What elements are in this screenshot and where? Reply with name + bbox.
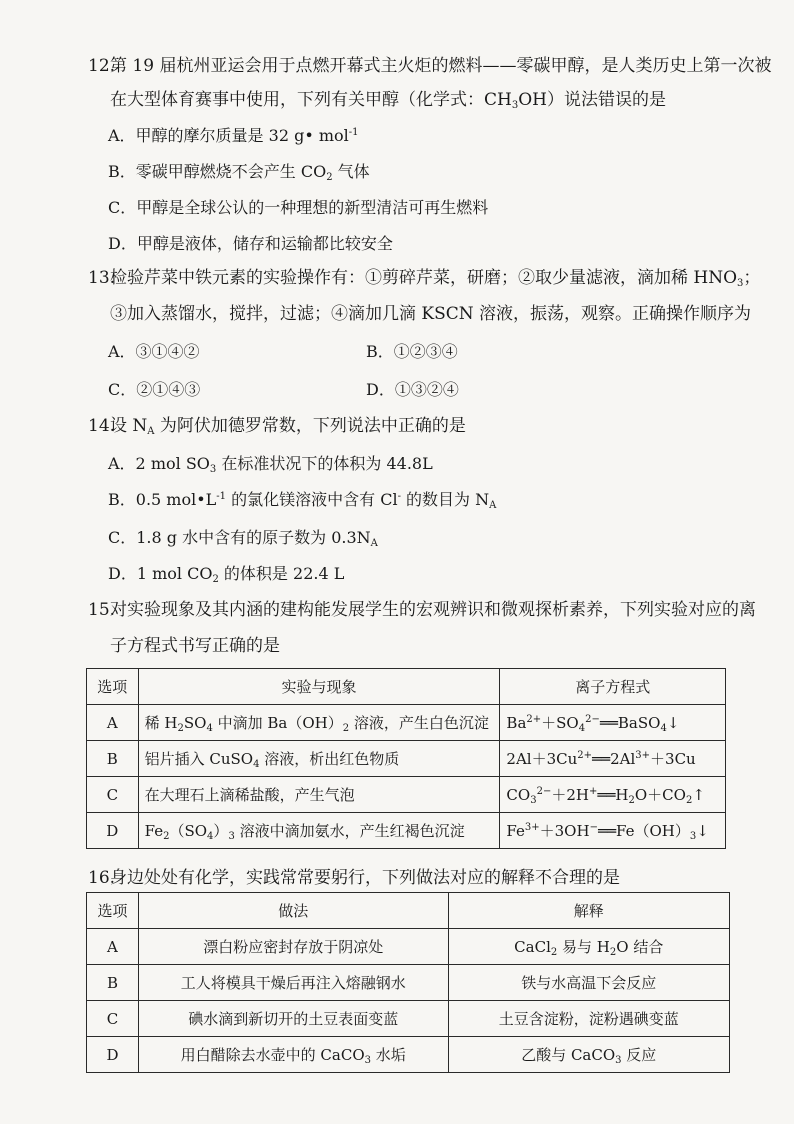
q16-table	[86, 892, 730, 1073]
table-row	[87, 705, 726, 741]
q13-option-c: C．②①④③	[108, 380, 201, 399]
q15-row-b-equation: $2Al+3Cu^{2+}══2Al^{3+}+3Cu$	[500, 741, 726, 777]
q16-header-practice: 做法	[138, 893, 448, 929]
q12-option-c: C．甲醇是全球公认的一种理想的新型清洁可再生燃料	[108, 198, 489, 217]
q15-header-equation: 离子方程式	[500, 669, 726, 705]
q15-stem-line2: 子方程式书写正确的是	[110, 636, 280, 656]
q16-row-a-label: A	[87, 929, 139, 965]
table-row	[87, 741, 726, 777]
table-row	[87, 965, 730, 1001]
q14-option-d: D．1 mol $CO_2$ 的体积是 22.4 L	[108, 564, 345, 585]
q15-table	[86, 668, 726, 849]
q16-row-a-practice: 漂白粉应密封存放于阴凉处	[138, 929, 448, 965]
q15-row-b-label: B	[87, 741, 139, 777]
q13-number: 13.	[88, 268, 116, 288]
q12-option-a: A．甲醇的摩尔质量是 32 g• mol$^{-1}$	[108, 126, 359, 145]
q16-row-b-explanation: 铁与水高温下会反应	[448, 965, 730, 1001]
q13-option-a: A．③①④②	[108, 342, 200, 361]
q15-row-d-label: D	[87, 813, 139, 849]
q15-table-header-row	[87, 669, 726, 705]
q15-row-c-experiment: 在大理石上滴稀盐酸，产生气泡	[138, 777, 500, 813]
q14-option-c: C．1.8 g 水中含有的原子数为 $0.3N_A$	[108, 528, 378, 549]
q16-header-explanation: 解释	[448, 893, 730, 929]
q14-stem: 设 $N_A$ 为阿伏加德罗常数，下列说法中正确的是	[110, 416, 466, 437]
q15-number: 15.	[88, 600, 116, 620]
q15-row-d-equation: $Fe^{3+}+3OH^-══Fe(OH)_3↓$	[500, 813, 726, 849]
q15-row-c-label: C	[87, 777, 139, 813]
q16-row-c-explanation: 土豆含淀粉，淀粉遇碘变蓝	[448, 1001, 730, 1037]
table-row	[87, 1001, 730, 1037]
q12-stem-line1: 第 19 届杭州亚运会用于点燃开幕式主火炬的燃料——零碳甲醇，是人类历史上第一次被	[110, 56, 772, 76]
q16-table-header-row	[87, 893, 730, 929]
q15-row-b-experiment: 铝片插入 CuSO$_4$ 溶液，析出红色物质	[138, 741, 500, 777]
q16-row-d-label: D	[87, 1037, 139, 1073]
table-row	[87, 1037, 730, 1073]
table-row	[87, 777, 726, 813]
q14-option-a: A．2 mol $SO_3$ 在标准状况下的体积为 44.8L	[108, 454, 433, 475]
q15-header-experiment: 实验与现象	[138, 669, 500, 705]
q16-row-c-practice: 碘水滴到新切开的土豆表面变蓝	[138, 1001, 448, 1037]
q12-number: 12.	[88, 56, 116, 76]
table-row	[87, 813, 726, 849]
q13-stem-line2: ③加入蒸馏水，搅拌，过滤；④滴加几滴 KSCN 溶液，振荡，观察。正确操作顺序为	[110, 304, 752, 324]
q14-number: 14.	[88, 416, 116, 436]
q15-header-option: 选项	[87, 669, 139, 705]
q12-option-d: D．甲醇是液体，储存和运输都比较安全	[108, 234, 393, 253]
q16-row-a-explanation: CaCl$_2$ 易与 $H_2O$ 结合	[448, 929, 730, 965]
q12-stem-line2: 在大型体育赛事中使用，下列有关甲醇（化学式：$CH_3OH$）说法错误的是	[110, 90, 666, 111]
q12-option-b: B．零碳甲醇燃烧不会产生 $CO_2$ 气体	[108, 162, 370, 183]
q16-row-d-explanation: 乙酸与 CaCO$_3$ 反应	[448, 1037, 730, 1073]
q15-row-a-label: A	[87, 705, 139, 741]
q15-row-a-equation: $Ba^{2+}+SO_4^{2-}══BaSO_4↓$	[500, 705, 726, 741]
table-row	[87, 929, 730, 965]
q15-row-d-experiment: $Fe_2(SO_4)_3$ 溶液中滴加氨水，产生红褐色沉淀	[138, 813, 500, 849]
q16-row-b-label: B	[87, 965, 139, 1001]
q16-row-c-label: C	[87, 1001, 139, 1037]
q15-row-c-equation: $CO_3^{2-}+2H^+══H_2O+CO_2↑$	[500, 777, 726, 813]
q15-row-a-experiment: 稀 $H_2SO_4$ 中滴加 $Ba(OH)_2$ 溶液，产生白色沉淀	[138, 705, 500, 741]
q16-number: 16.	[88, 868, 116, 888]
q16-stem: 身边处处有化学，实践常常要躬行，下列做法对应的解释不合理的是	[110, 868, 620, 888]
q16-row-d-practice: 用白醋除去水壶中的 CaCO$_3$ 水垢	[138, 1037, 448, 1073]
q15-stem-line1: 对实验现象及其内涵的建构能发展学生的宏观辨识和微观探析素养，下列实验对应的离	[110, 600, 756, 620]
q13-option-b: B．①②③④	[366, 342, 458, 361]
q16-header-option: 选项	[87, 893, 139, 929]
q14-option-b: B．0.5 $mol•L^{-1}$ 的氯化镁溶液中含有 Cl- 的数目为 $N_A$	[108, 490, 497, 511]
q16-row-b-practice: 工人将模具干燥后再注入熔融钢水	[138, 965, 448, 1001]
q13-stem-line1: 检验芹菜中铁元素的实验操作有：①剪碎芹菜，研磨；②取少量滤液，滴加稀 $HNO_3$；	[110, 268, 761, 289]
q13-option-d: D．①③②④	[366, 380, 459, 399]
